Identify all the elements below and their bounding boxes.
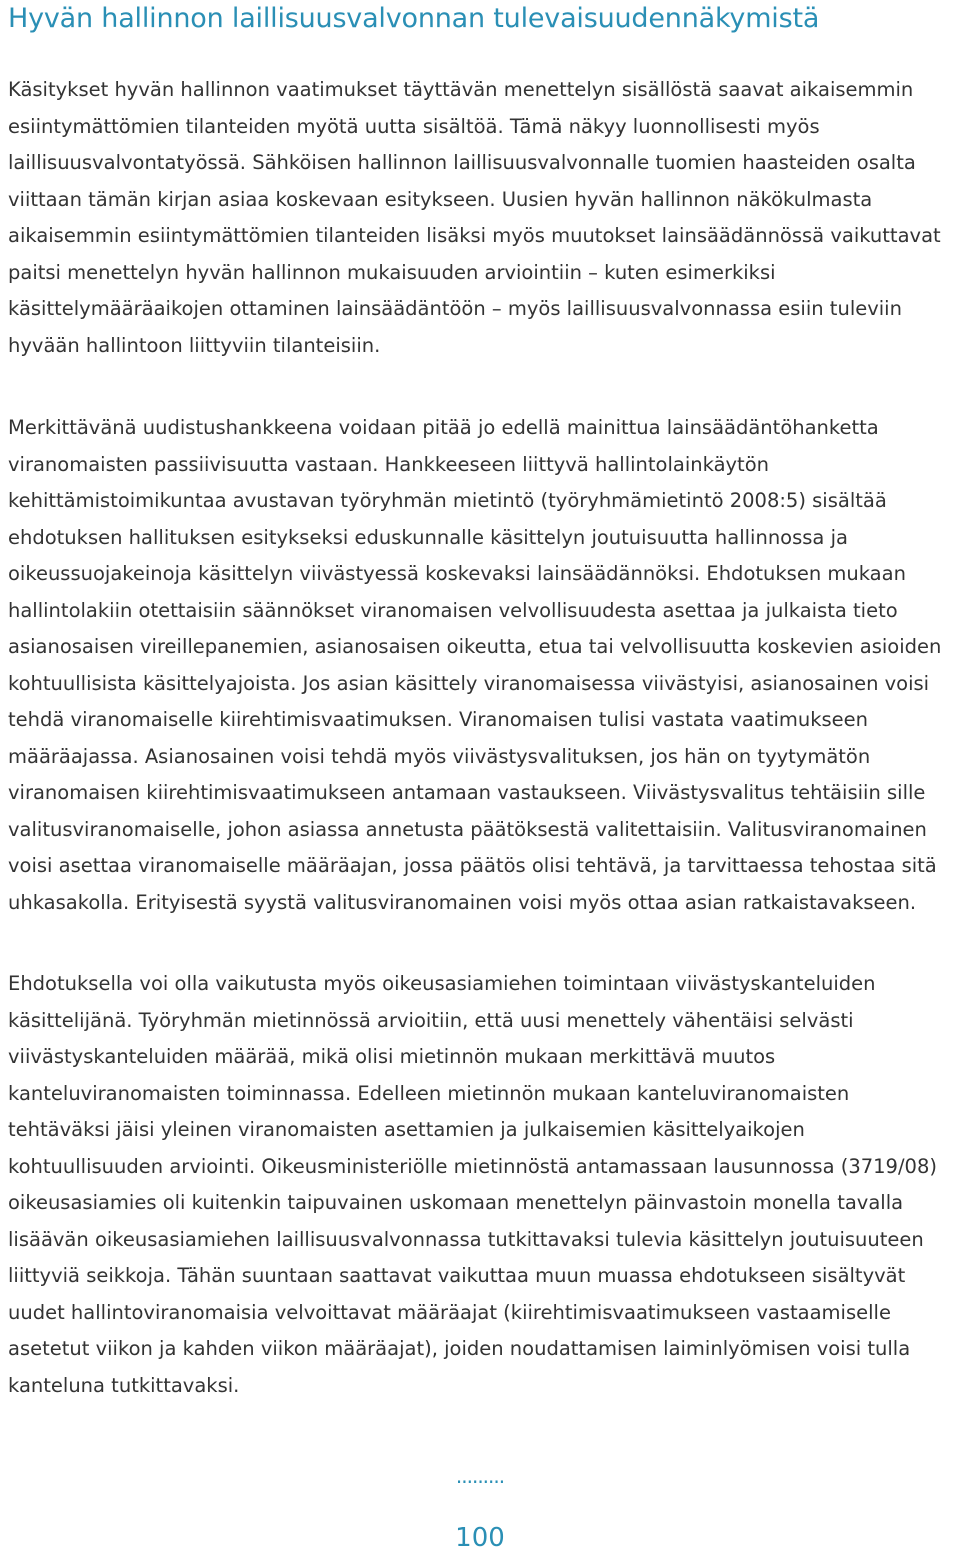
page-title: Hyvän hallinnon laillisuusvalvonnan tulevaisuudennäkymistä [8,3,820,34]
page-number: 100 [455,1523,505,1553]
paragraph-2: Merkittävänä uudistushankkeena voidaan pitää jo edellä mainittua lainsäädäntöhanketta viranomaisten passiivisuutta vastaan. Hankkeeseen liittyvä hallintolainkäytön kehittämistoimikuntaa avustavan työryhmän mietintö (työryhmämietintö 2008:5) sisältää ehdotuksen hallituksen esitykseksi eduskunnalle käsittelyn joutuisuutta hallinnossa ja oikeussuojakeinoja käsittelyn viivästyessä koskevaksi lainsäädännöksi. Ehdotuksen mukaan hallintolakiin otettaisiin säännökset viranomaisen velvollisuudesta asettaa ja julkaista tieto asianosaisen vireillepanemien, asianosaisen oikeutta, etua tai velvollisuutta koskevien asioiden kohtuullisista käsittelyajoista. Jos asian käsittely viranomaisessa viivästyisi, asianosainen voisi tehdä viranomaiselle kiirehtimisvaatimuksen. Viranomaisen tulisi vastata vaatimukseen määräajassa. Asianosainen voisi tehdä myös viivästysvalituksen, jos hän on tyytymätön viranomaisen kiirehtimisvaatimukseen antamaan vastaukseen. Viivästysvalitus tehtäisiin sille valitusviranomaiselle, johon asiassa annetusta päätöksestä valitettaisiin. Valitusviranomainen voisi asettaa viranomaiselle määräajan, jossa päätös olisi tehtävä, ja tarvittaessa tehostaa sitä uhkasakolla. Erityisestä syystä valitusviranomainen voisi myös ottaa asian ratkaistavakseen. [8,416,942,914]
paragraph-3: Ehdotuksella voi olla vaikutusta myös oikeusasiamiehen toimintaan viivästyskanteluiden käsittelijänä. Työryhmän mietinnössä arvioitiin, että uusi menettely vähentäisi selvästi viivästyskanteluiden määrää, mikä olisi mietinnön mukaan merkittävä muutos kanteluviranomaisten toiminnassa. Edelleen mietinnön mukaan kanteluviranomaisten tehtäväksi jäisi yleinen viranomaisten asettamien ja julkaisemien käsittelyaikojen kohtuullisuuden arviointi. Oikeusministeriölle mietinnöstä antamassaan lausunnossa (3719/08) oikeusasiamies oli kuitenkin taipuvainen uskomaan menettelyn päinvastoin monella tavalla lisäävän oikeusasiamiehen laillisuusvalvonnassa tutkittavaksi tulevia käsittelyn joutuisuuteen liittyviä seikkoja. Tähän suuntaan saattavat vaikuttaa muun muassa ehdotukseen sisältyvät uudet hallintoviranomaisia velvoittavat määräajat (kiirehtimisvaatimukseen vastaamiselle asetetut viikon ja kahden viikon määräajat), joiden noudattamisen laiminlyömisen voisi tulla kanteluna tutkittavaksi. [8,972,937,1397]
paragraph-1: Käsitykset hyvän hallinnon vaatimukset täyttävän menettelyn sisällöstä saavat aikaisemmin esiintymättömien tilanteiden myötä uutta sisältöä. Tämä näkyy luonnollisesti myös laillisuusvalvontatyössä. Sähköisen hallinnon laillisuusvalvonnalle tuomien haasteiden osalta viittaan tämän kirjan asiaa koskevaan esitykseen. Uusien hyvän hallinnon näkökulmasta aikaisemmin esiintymättömien tilanteiden lisäksi myös muutokset lainsäädännössä vaikuttavat paitsi menettelyn hyvän hallinnon mukaisuuden arviointiin – kuten esimerkiksi käsittelymääräaikojen ottaminen lainsäädäntöön – myös laillisuusvalvonnassa esiin tuleviin hyvään hallintoon liittyviin tilanteisiin. [8,78,941,357]
footer-separator: ......... [455,1464,505,1488]
